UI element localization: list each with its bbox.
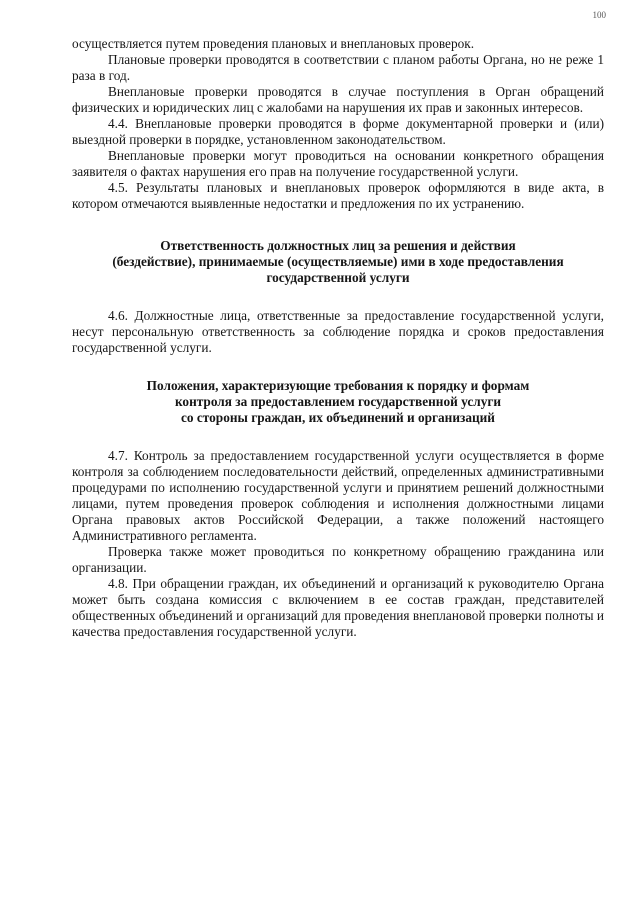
paragraph-planned-checks: Плановые проверки проводятся в соответствии с планом работы Органа, но не реже 1 раза в год. — [72, 52, 604, 83]
section-heading-control — [72, 378, 604, 426]
paragraph-continuation: осуществляется путем проведения плановых и внеплановых проверок. — [72, 36, 475, 51]
section-heading-responsibility — [72, 238, 604, 286]
paragraph-unplanned-basis: Внеплановые проверки могут проводиться на основании конкретного обращения заявителя о фактах нарушения его прав на получение государственной услуги. — [72, 148, 604, 179]
heading-line: Ответственность должностных лиц за решения и действия — [160, 238, 516, 253]
paragraph-4-4: 4.4. Внеплановые проверки проводятся в форме документарной проверки и (или) выездной проверки в порядке, установленном законодательством. — [72, 116, 604, 147]
paragraph-4-5: 4.5. Результаты плановых и внеплановых проверок оформляются в виде акта, в котором отмечаются выявленные недостатки и предложения по их устранению. — [72, 180, 604, 211]
heading-line: (бездействие), принимаемые (осуществляемые) ими в ходе предоставления — [112, 254, 564, 269]
heading-line: государственной услуги — [266, 270, 410, 285]
heading-line: со стороны граждан, их объединений и организаций — [181, 410, 495, 425]
heading-line: контроля за предоставлением государственной услуги — [174, 394, 502, 409]
paragraph-unplanned-checks: Внеплановые проверки проводятся в случае поступления в Орган обращений физических и юридических лиц с жалобами на нарушения их прав и законных интересов. — [72, 84, 604, 115]
page-number: 100 — [592, 10, 606, 20]
heading-line: Положения, характеризующие требования к порядку и формам — [146, 378, 530, 393]
paragraph-4-6: 4.6. Должностные лица, ответственные за предоставление государственной услуги, несут персональную ответственность за соблюдение порядка и сроков предоставления государственной услуги. — [72, 308, 604, 355]
paragraph-check-by-request: Проверка также может проводиться по конкретному обращению гражданина или организации. — [72, 544, 604, 575]
paragraph-4-8: 4.8. При обращении граждан, их объединений и организаций к руководителю Органа может быть создана комиссия с включением в ее состав граждан, представителей общественных объединений и организаций для проведения внеплановой проверки полноты и качества предоставления государственной услуги. — [72, 576, 604, 639]
paragraph-4-7: 4.7. Контроль за предоставлением государственной услуги осуществляется в форме контроля за соблюдением последовательности действий, определенных административными процедурами по исполнению государственной услуги и принятием решений должностными лицами, путем проведения проверок соблюдения и исполнения должностными лицами Органа правовых актов Российской Федерации, а также положений настоящего Административного регламента. — [72, 448, 604, 543]
